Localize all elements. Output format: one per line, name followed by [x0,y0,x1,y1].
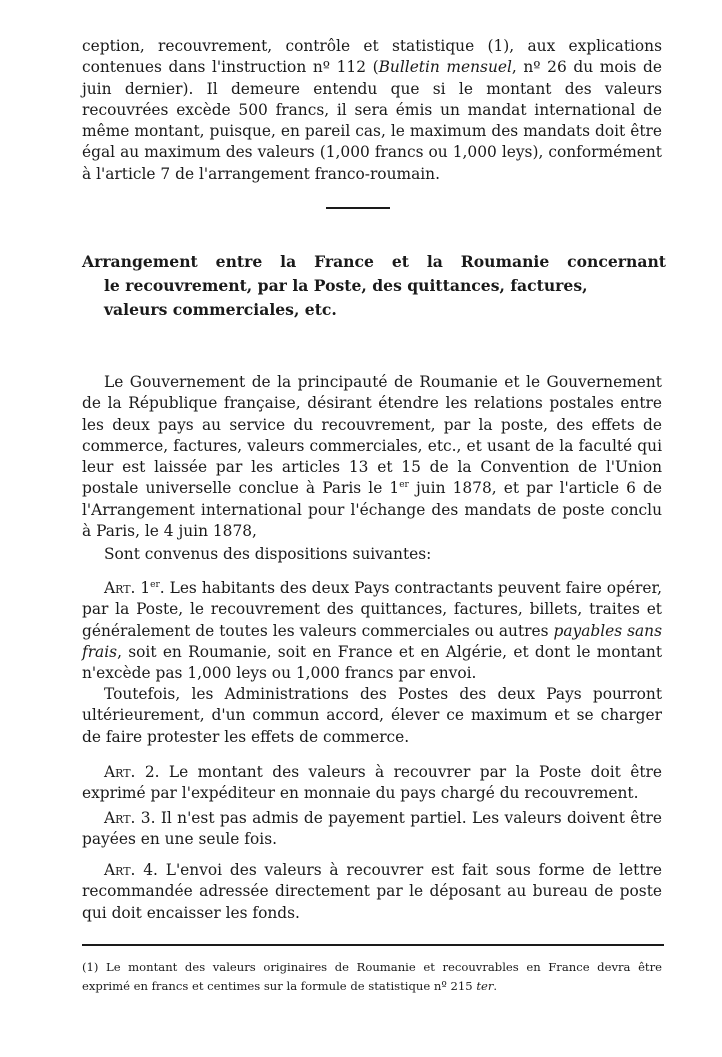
payables-sans-frais-italic: payables sans frais [82,621,662,661]
preamble-text-a: Le Gouvernement de la principauté de Roumanie et le Gouvernement de la République française, désirant étendre les relations postales entre les deux pays au service du recouvrement, par la poste, des effets de commerce, factures, valeurs commerciales, etc., et usant de la faculté qui leur est laissée par les articles 13 et 15 de la Convention de l'Union postale universelle conclue à Paris le 1 [82,373,662,498]
convenus-paragraph [82,544,662,565]
arrangement-heading [82,250,666,322]
article-1-label: Art. 1 [104,579,151,597]
heading-line-3: valeurs commerciales, etc. [104,300,337,319]
article-3 [82,808,662,851]
bulletin-mensuel-italic: Bulletin mensuel [378,58,512,77]
preamble-paragraph [82,372,662,542]
article-2 [82,762,662,805]
footnote-text-a: (1) Le montant des valeurs originaires de Roumanie et recouvrables en France devra être exprimé en francs et centimes sur la formule de statistique nº 215 [82,960,662,993]
article-3-text: . Il n'est pas admis de payement partiel. Les valeurs doivent être payées en une seule fois. [82,809,662,849]
convenus-text: Sont convenus des dispositions suivantes: [104,545,432,563]
article-4-label: Art. 4 [104,861,154,879]
top-paragraph-text-b: , nº 26 du mois de juin dernier). Il demeure entendu que si le montant des valeurs recouvrées excède 500 francs, il sera émis un mandat international de même montant, puisque, en pareil cas, le maximum des mandats doit être égal au maximum des valeurs (1,000 francs ou 1,000 leys), conformément à l'article 7 de l'arrangement franco-roumain. [82,58,662,183]
footnote-italic: ter [476,979,494,993]
article-1-text-b: , soit en Roumanie, soit en France et en Algérie, et dont le montant n'excède pas 1,000 leys ou 1,000 francs par envoi. [82,642,662,683]
top-paragraph-text-a: ception, recouvrement, contrôle et statistique (1), aux explications contenues dans l'instruction nº 112 ( [82,37,662,77]
article-1-continuation-text: Toutefois, les Administrations des Postes des deux Pays pourront ultérieurement, d'un commun accord, élever ce maximum et se charger de faire protester les effets de commerce. [82,685,662,746]
article-1-continuation [82,684,662,748]
heading-line-1: Arrangement entre la France et la Roumanie concernant [82,252,666,271]
footnote-divider [82,944,664,946]
preamble-superscript: er [399,480,409,491]
article-1-superscript: er [150,580,160,590]
article-2-label: Art. 2 [104,763,155,781]
article-1-text-a: . Les habitants des deux Pays contractants peuvent faire opérer, par la Poste, le recouvrement des quittances, factures, billets, traites et généralement de toutes les valeurs commerciales ou autres [82,579,663,640]
article-3-label: Art. 3 [104,809,151,827]
footnote-text-b: . [493,979,498,993]
preamble-text-b: juin 1878, et par l'article 6 de l'Arrangement international pour l'échange des mandats de poste conclu à Paris, le 4 juin 1878, [82,479,662,541]
article-4-text: . L'envoi des valeurs à recouvrer est fait sous forme de lettre recommandée adressée directement par le déposant au bureau de poste qui doit encaisser les fonds. [82,861,662,922]
article-1 [82,578,662,684]
section-divider [326,207,390,209]
top-paragraph [82,36,662,185]
article-2-text: . Le montant des valeurs à recouvrer par la Poste doit être exprimé par l'expéditeur en monnaie du pays chargé du recouvrement. [82,763,662,803]
footnote [82,958,662,996]
heading-line-2: le recouvrement, par la Poste, des quittances, factures, [104,276,588,295]
article-4 [82,860,662,924]
